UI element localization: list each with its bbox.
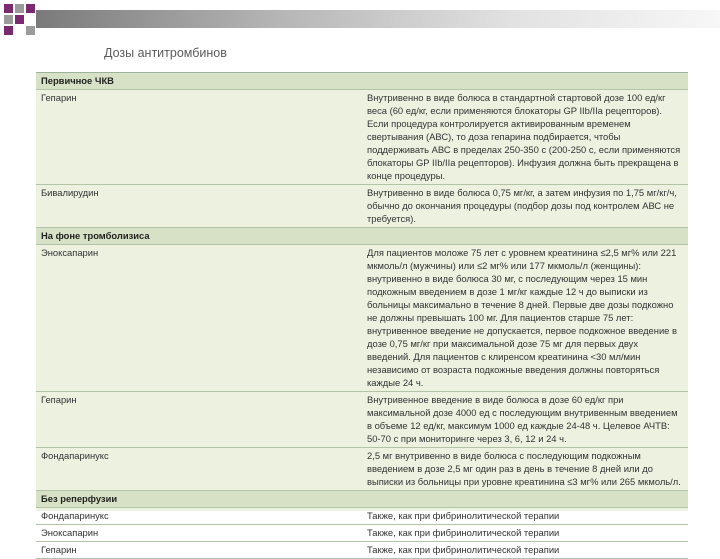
table-row [36,508,688,525]
drug-name: Фондапаринукс [36,448,362,491]
table-row [36,245,688,392]
dose-description: 2,5 мг внутривенно в виде болюса с последующим подкожным введением в дозе 2,5 мг один раз в день в течение 8 дней или до выписки из больницы при уровне креатинина ≤3 мг% или 265 мкмоль/л. [362,448,688,491]
slide-title: Дозы антитромбинов [104,46,227,60]
drug-name: Эноксапарин [36,525,362,542]
drug-name: Фондапаринукс [36,508,362,525]
dose-description: Внутривенно в виде болюса 0,75 мг/кг, а затем инфузия по 1,75 мг/кг/ч, обычно до окончания процедуры (подбор дозы под контролем АВС не требуется). [362,185,688,228]
section-header-row [36,73,688,90]
table-row [36,542,688,559]
table-row [36,392,688,448]
drug-name: Бивалирудин [36,185,362,228]
dose-description: Также, как при фибринолитической терапии [362,508,688,525]
table-row [36,185,688,228]
dose-description: Также, как при фибринолитической терапии [362,542,688,559]
drug-name: Эноксапарин [36,245,362,392]
drug-name: Гепарин [36,542,362,559]
corner-decoration [0,0,40,40]
drug-name: Гепарин [36,392,362,448]
table-row [36,525,688,542]
section-header-row [36,491,688,508]
section-title: На фоне тромболизиса [36,228,688,245]
table-row [36,90,688,185]
antithrombin-dose-table [36,72,688,555]
dose-description: Внутривенное введение в виде болюса в дозе 60 ед/кг при максимальной дозе 4000 ед с последующим внутривенным введением в объеме 12 ед/кг, максимум 1000 ед каждые 24-48 ч. Целевое АЧТВ: 50-70 с при мониторинге через 3, 6, 12 и 24 ч. [362,392,688,448]
dose-description: Также, как при фибринолитической терапии [362,525,688,542]
section-title: Без реперфузии [36,491,688,508]
dose-description: Внутривенно в виде болюса в стандартной стартовой дозе 100 ед/кг веса (60 ед/кг, если применяются блокаторы GP IIb/IIa рецепторов). Если процедура контролируется активированным временем свертывания (АВС), то доза гепарина подбирается, чтобы поддерживать АВС в пределах 250-350 с (200-250 с, если применяются блокаторы GP IIb/IIa рецепторов). Инфузия должна быть прекращена в конце процедуры. [362,90,688,185]
dose-description: Для пациентов моложе 75 лет с уровнем креатинина ≤2,5 мг% или 221 мкмоль/л (мужчины) или ≤2 мг% или 177 мкмоль/л (женщины): внутривенно в виде болюса 30 мг, с последующим через 15 мин подкожным введением в дозе 1 мг/кг каждые 12 ч до выписки из больницы максимально в течение 8 дней. Первые две дозы подкожно не должны превышать 100 мг. Для пациентов старше 75 лет: внутривенное введение не допускается, первое подкожное введение в дозе 0,75 мг/кг при максимальной дозе 75 мг для первых двух введений. Для пациентов с клиренсом креатинина <30 мл/мин независимо от возраста подкожные введения должны повторяться каждые 24 ч. [362,245,688,392]
table-row [36,448,688,491]
section-title: Первичное ЧКВ [36,73,688,90]
section-header-row [36,228,688,245]
drug-name: Гепарин [36,90,362,185]
dose-table [36,73,688,559]
header-gradient-bar [36,10,720,28]
